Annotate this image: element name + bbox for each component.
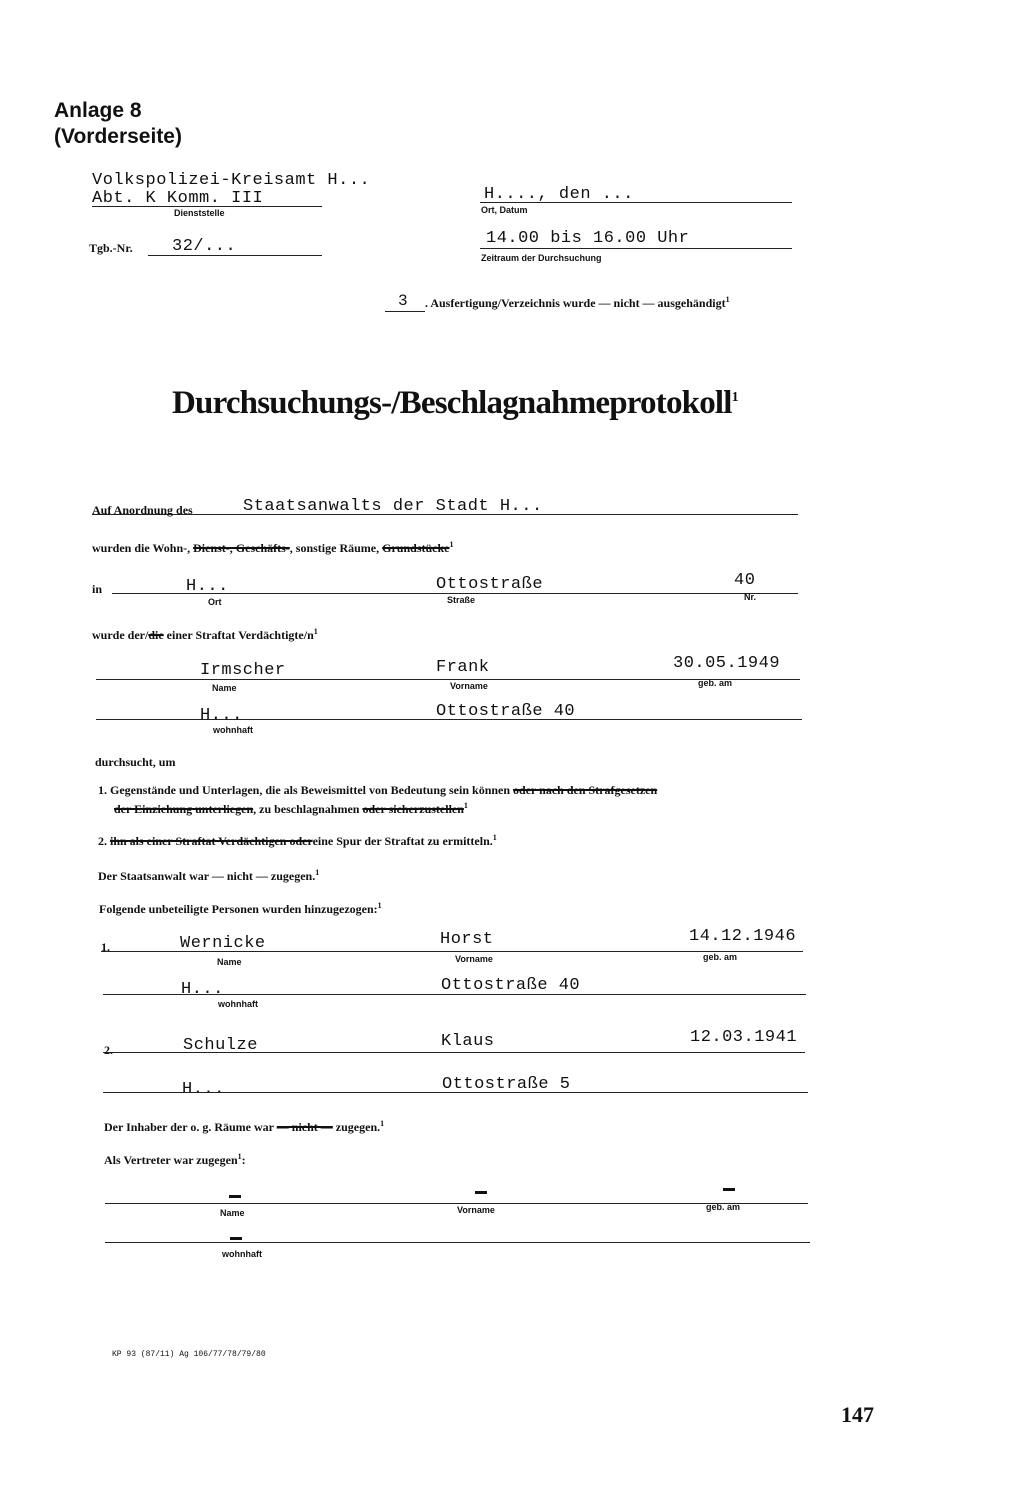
witness-1-ort: H... [181, 980, 224, 999]
place-date: H...., den ... [484, 185, 634, 204]
witness-1-vorname-caption: Vorname [455, 954, 493, 964]
witness-2-birthdate: 12.03.1941 [690, 1028, 798, 1047]
suspect-name: Irmscher [200, 661, 286, 680]
copy-number: 3 [398, 292, 409, 310]
witness-2-vorname: Klaus [441, 1032, 495, 1051]
representative-intro: Als Vertreter war zugegen$^1$: [104, 1152, 246, 1167]
suspect-name-caption: Name [212, 683, 237, 693]
prosecutor-present: Der Staatsanwalt war — nicht — zugegen.$^1$ [98, 868, 320, 883]
suspect-birthdate: 30.05.1949 [673, 654, 781, 673]
form-code: KP 93 (87/11) Ag 106/77/78/79/80 [112, 1350, 266, 1359]
suspect-wohnhaft-caption: wohnhaft [213, 725, 253, 735]
witnesses-intro: Folgende unbeteiligte Personen wurden hinzugezogen:$^1$ [99, 901, 382, 916]
witness-2-address: Ottostraße 5 [442, 1075, 571, 1094]
annex-side: (Vorderseite) [54, 125, 182, 148]
purpose-intro: durchsucht, um [95, 755, 176, 769]
in-label: in [92, 582, 103, 596]
representative-name-caption: Name [220, 1208, 245, 1218]
witness-2-name: Schulze [183, 1036, 258, 1055]
page-number: 147 [841, 1402, 874, 1427]
annex-label [54, 98, 182, 150]
copy-statement: . Ausfertigung/Verzeichnis wurde — nicht — ausgehändigt$^1$ [425, 295, 730, 310]
location-number: 40 [734, 571, 756, 590]
suspect-geb-caption: geb. am [698, 678, 733, 688]
witness-1-name-caption: Name [217, 957, 242, 967]
time-range: 14.00 bis 16.00 Uhr [486, 229, 690, 248]
location-ort: H... [186, 577, 229, 596]
witness-1-birthdate: 14.12.1946 [689, 927, 797, 946]
rooms-line: wurden die Wohn-, Dienst-, Geschäfts-, sonstige Räume, Grundstücke$^1$ [92, 540, 454, 555]
witness-1-geb-caption: geb. am [703, 952, 738, 962]
owner-present: Der Inhaber der o. g. Räume war — nicht — zugegen.$^1$ [104, 1119, 385, 1134]
representative-wohnhaft-caption: wohnhaft [222, 1249, 262, 1259]
location-number-caption: Nr. [744, 592, 757, 602]
witness-1-address: Ottostraße 40 [441, 976, 581, 995]
location-street-caption: Straße [447, 595, 476, 605]
suspect-vorname: Frank [436, 658, 490, 677]
time-caption: Zeitraum der Durchsuchung [481, 253, 602, 263]
annex-number: Anlage 8 [54, 99, 142, 122]
suspect-ort: H... [200, 706, 243, 725]
location-street: Ottostraße [436, 575, 544, 594]
office-line-1: Volkspolizei-Kreisamt H... [92, 171, 371, 190]
representative-vorname-caption: Vorname [457, 1205, 495, 1215]
place-date-caption: Ort, Datum [481, 205, 528, 215]
suspect-address: Ottostraße 40 [436, 702, 576, 721]
location-ort-caption: Ort [208, 597, 222, 607]
suspect-intro: wurde der/die einer Straftat Verdächtigte/$n^1$ [92, 627, 318, 642]
witness-1-wohnhaft-caption: wohnhaft [218, 999, 258, 1009]
order-label: Auf Anordnung des [92, 503, 193, 517]
purpose-item-2: 2. ihn als einer Straftat Verdächtigen odereine Spur der Straftat zu ermitteln.$^1$ [98, 833, 497, 848]
purpose-item-1-line-2: der Einziehung unterliegen, zu beschlagnahmen oder sicherzustellen$^1$ [114, 801, 468, 816]
tgb-label: Tgb.-Nr. [89, 241, 133, 255]
witness-2-ort: H... [182, 1080, 225, 1099]
tgb-value: 32/... [172, 237, 237, 256]
document-title: Durchsuchungs-/Beschlagnahmeprotokoll$^1$ [172, 385, 738, 421]
representative-geb-caption: geb. am [706, 1202, 741, 1212]
witness-1-name: Wernicke [180, 934, 266, 953]
office-caption: Dienststelle [174, 208, 225, 218]
witness-1-vorname: Horst [440, 930, 494, 949]
suspect-vorname-caption: Vorname [450, 681, 488, 691]
office-line-2: Abt. K Komm. III [92, 189, 264, 208]
order-value: Staatsanwalts der Stadt H... [243, 497, 543, 516]
purpose-item-1-line-1: 1. Gegenstände und Unterlagen, die als Beweismittel von Bedeutung sein können oder nach den Strafgesetzen [98, 783, 658, 797]
witness-1-number: 1. [101, 940, 110, 954]
witness-2-number: 2. [104, 1043, 113, 1057]
